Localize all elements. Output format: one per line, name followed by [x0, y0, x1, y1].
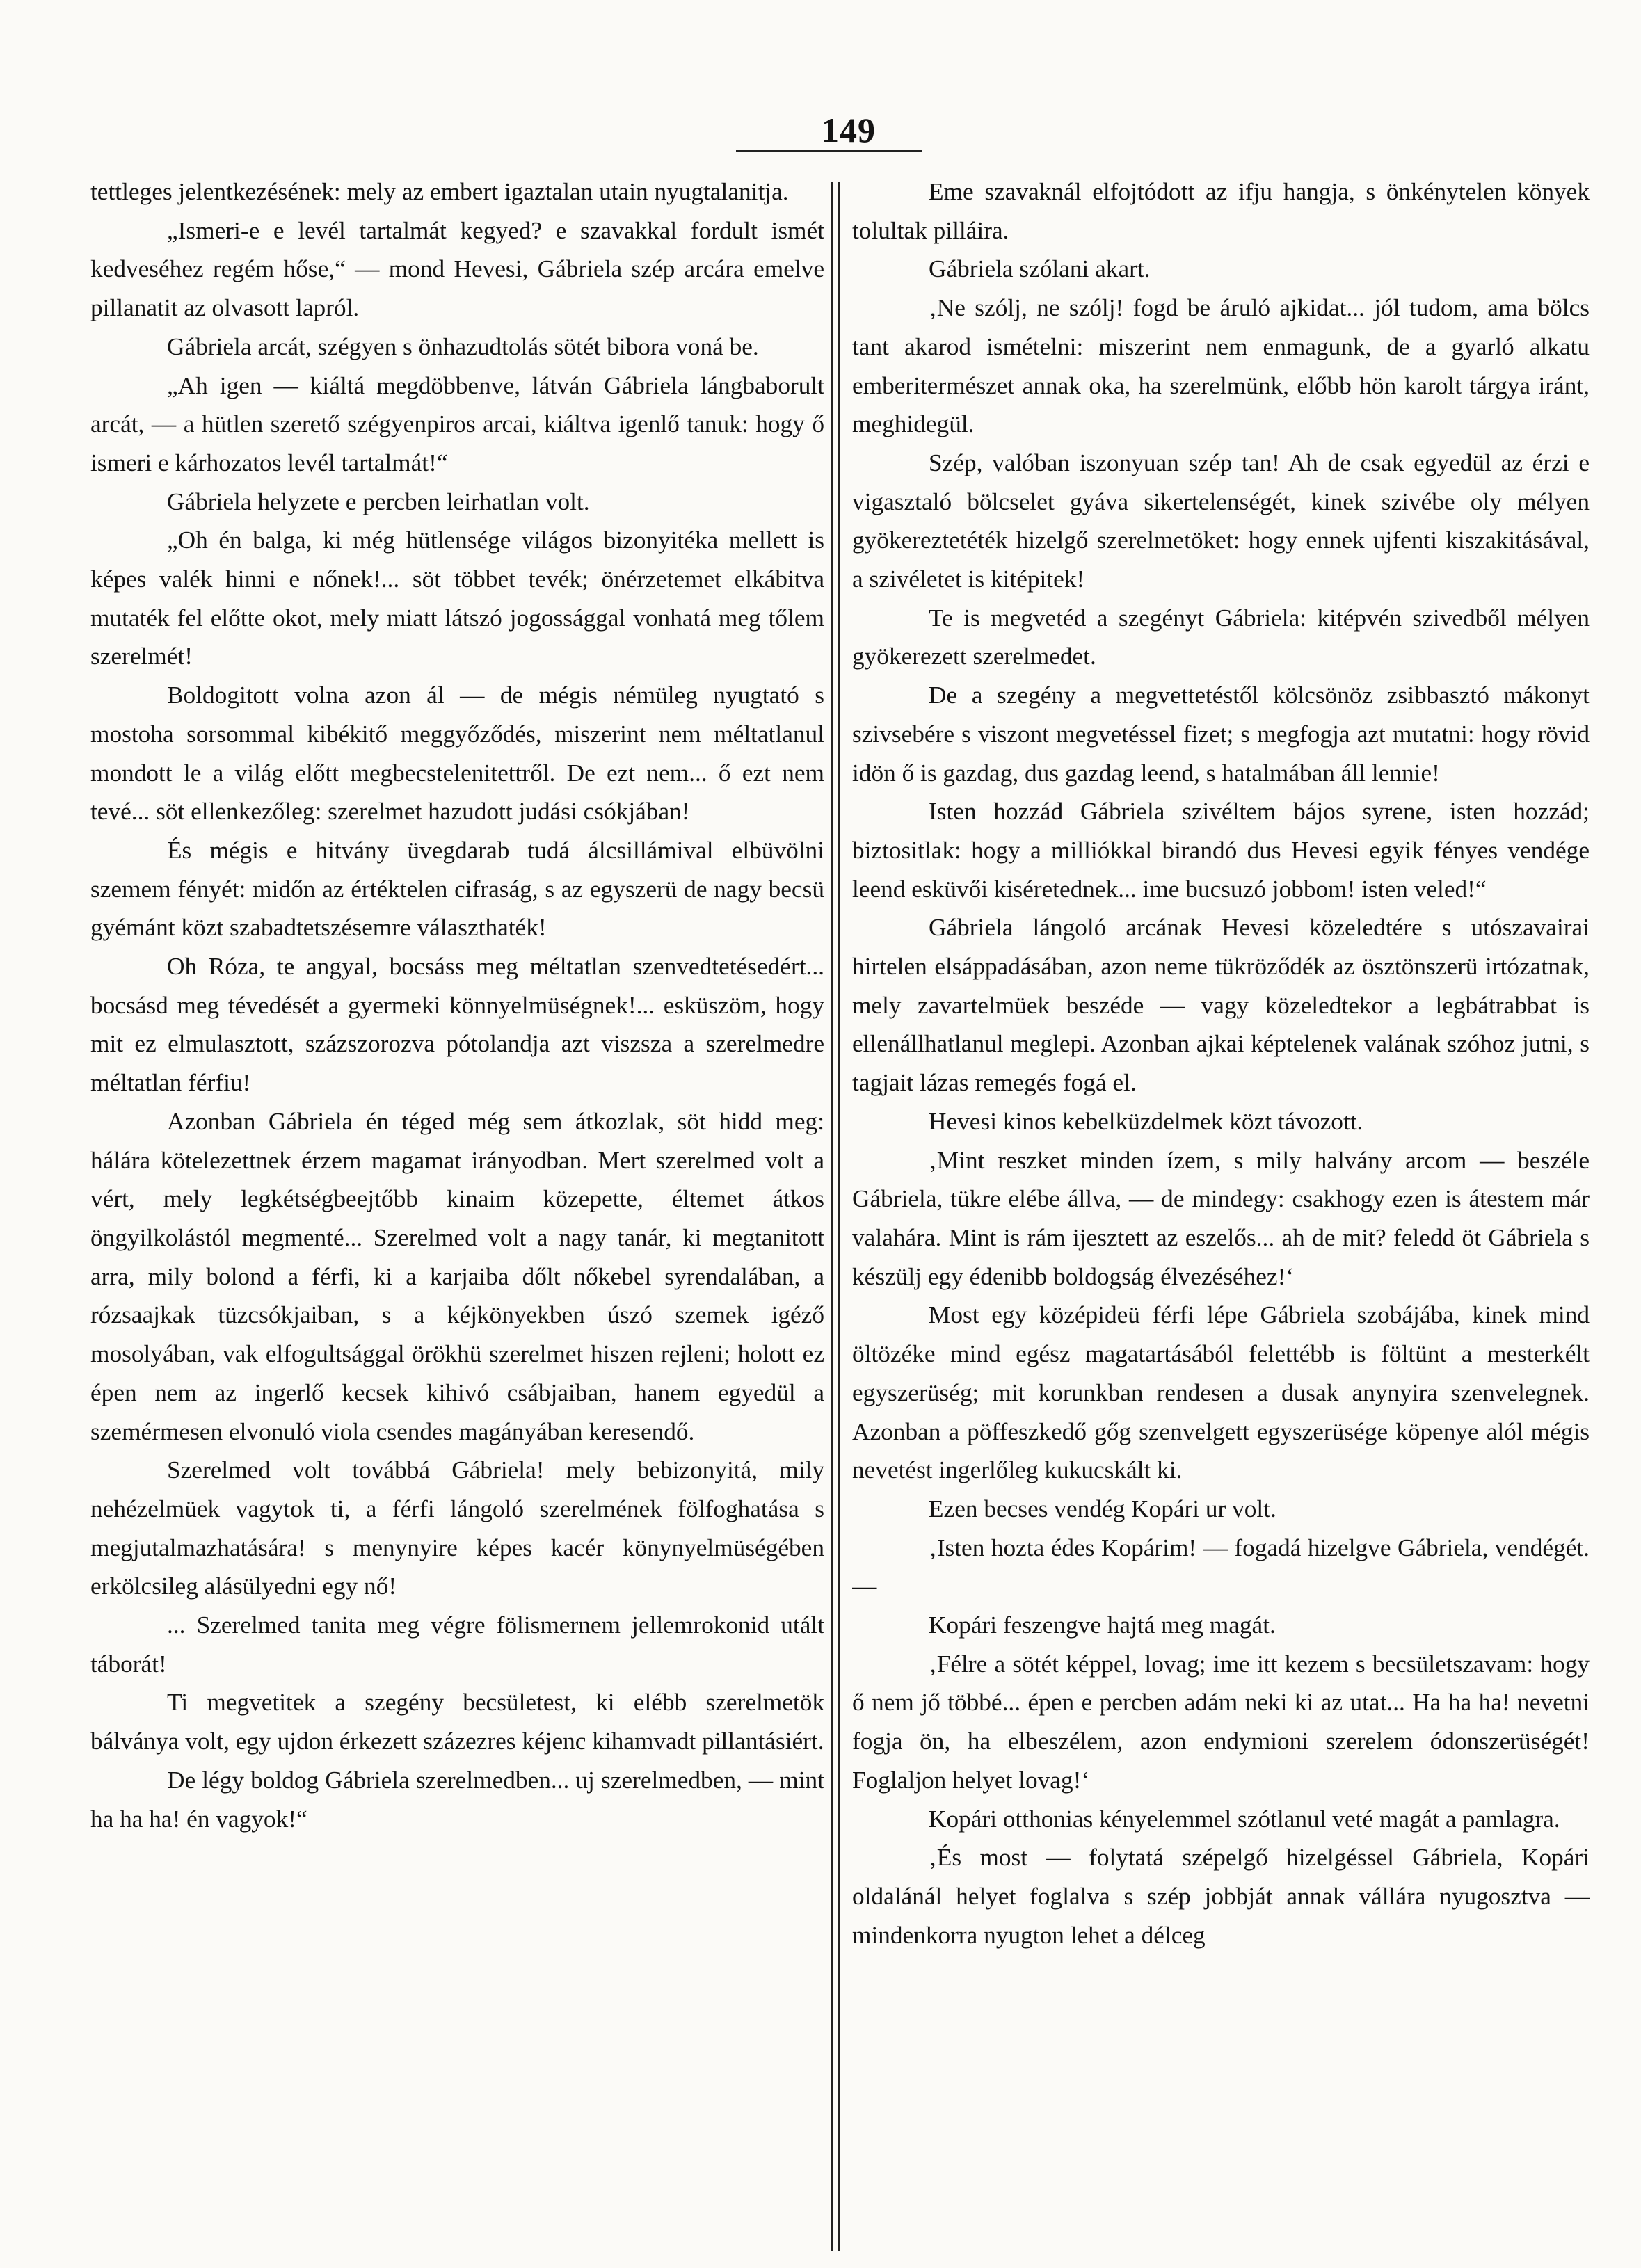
paragraph: Boldogitott volna azon ál — de mégis némüleg nyugtató s mostoha sorsommal kibékitő meggyőződés, miszerint nem méltatlanul mondott le a világ előtt megbecstelenitettről. De ezt nem... ő ezt nem tevé... söt ellenkezőleg: szerelmet hazudott judási csókjában! — [90, 682, 824, 826]
paragraph: Oh Róza, te angyal, bocsáss meg méltatlan szenvedtetésedért... bocsásd meg tévedését a gyermeki könnyelmüségnek!... esküszöm, hogy mit ez elmulasztott, százszorozva pótolandja azt viszsza a szerelmedre méltatlan férfiu! — [90, 953, 824, 1097]
paragraph: ‚Mint reszket minden ízem, s mily halvány arcom — beszéle Gábriela, tükre elébe állva, — de mindegy: csakhogy ezen is átestem már valahára. Mint is rám ijesztett az eszelős... ah de mit? feledd öt Gábriela s készülj egy édenibb boldogság élvezéséhez!‘ — [852, 1146, 1590, 1290]
paragraph: De légy boldog Gábriela szerelmedben... uj szerelmedben, — mint ha ha ha! én vagyok!“ — [90, 1766, 824, 1833]
paragraph: Isten hozzád Gábriela szivéltem bájos syrene, isten hozzád; biztositlak: hogy a milliókkal birandó dus Hevesi egyik fényes vendége leend esküvői kiséretednek... ime bucsuzó jobbom! isten veled!“ — [852, 798, 1590, 903]
paragraph: „Ah igen — kiáltá megdöbbenve, látván Gábriela lángbaborult arcát, — a hütlen szerető szégyenpiros arcai, kiáltva igenlő tanuk: hogy ő ismeri e kárhozatos levél tartalmát!“ — [90, 371, 824, 476]
paragraph: ‚Félre a sötét képpel, lovag; ime itt kezem s becsületszavam: hogy ő nem jő többé... épen e percben adám neki ki az utat... Ha ha ha! nevetni fogja ön, ha elbeszélem, azon endymioni szerelem ódonszerüségét! Foglaljon helyet lovag!‘ — [852, 1650, 1590, 1794]
paragraph: Ezen becses vendég Kopári ur volt. — [929, 1495, 1276, 1522]
right-column — [852, 172, 1590, 2249]
paragraph: ‚És most — folytatá szépelgő hizelgéssel Gábriela, Kopári oldalánál helyet foglalva s szép jobbját annak vállára nyugosztva — mindenkorra nyugton lehet a délceg — [852, 1844, 1590, 1949]
page-number: 149 — [822, 111, 876, 150]
paragraph: „Oh én balga, ki még hütlensége világos bizonyitéka mellett is képes valék hinni e nőnek!... söt többet tevék; önérzetemet elkábitva mutaték fel előtte okot, mely miatt látszó jogossággal vonhatá meg tőlem szerelmét! — [90, 526, 824, 670]
paragraph: De a szegény a megvettetéstől kölcsönöz zsibbasztó mákonyt szivsebére s viszont megvetéssel fizet; s megfogja azt mutatni: hogy rövid idön ő is gazdag, dus gazdag leend, s hatalmában áll lennie! — [852, 682, 1590, 787]
paragraph: Gábriela arcát, szégyen s önhazudtolás sötét bibora voná be. — [167, 332, 759, 360]
paragraph: „Ismeri-e e levél tartalmát kegyed? e szavakkal fordult ismét kedveséhez regém hőse,“ — mond Hevesi, Gábriela szép arcára emelve pillanatit az olvasott lapról. — [90, 216, 824, 322]
paragraph: Kopári feszengve hajtá meg magát. — [929, 1611, 1276, 1639]
header-rule — [736, 150, 922, 152]
paragraph: Ti megvetitek a szegény becsületest, ki elébb szerelmetök bálványa volt, egy ujdon érkezett százezres kéjenc kihamvadt pillantásiért. — [90, 1689, 824, 1755]
paragraph: Azonban Gábriela én téged még sem átkozlak, söt hidd meg: hálára kötelezettnek érzem magamat irányodban. Mert szerelmed volt a vért, mely legkétségbeejtőbb kinaim közepette, éltemet átkos öngyilkolástól megmenté... Szerelmed volt a nagy tanár, ki megtanitott arra, mily bolond a férfi, ki a karjaiba dőlt nőkebel syrendalában, a rózsaajkak tüzcsókjaiban, s a kéjkönyekben úszó szemek igéző mosolyában, vak elfogultsággal örökhü szerelmet hiszen rejleni; holott ez épen nem az ingerlő kecsek kihivó csábjaiban, hanem egyedül a szemérmesen elvonuló viola csendes magányában keresendő. — [90, 1107, 824, 1445]
paragraph: Szép, valóban iszonyuan szép tan! Ah de csak egyedül az érzi e vigasztaló bölcselet gyáva sikertelenségét, kinek szivébe oly mélyen gyökereztetéték hizelgő szerelmetöket: hogy ennek ujfenti kiszakitásával, a szivéletet is kitépitek! — [852, 449, 1590, 593]
paragraph: ‚Ne szólj, ne szólj! fogd be áruló ajkidat... jól tudom, ama bölcs tant akarod ismételni: miszerint nem enmagunk, de a gyarló alkatu emberitermészet annak oka, ha szerelmünk, előbb hön karolt tárgya iránt, meghidegül. — [852, 294, 1590, 438]
paragraph: Gábriela helyzete e percben leirhatlan volt. — [167, 488, 590, 515]
column-divider — [831, 182, 840, 2251]
paragraph: Te is megvetéd a szegényt Gábriela: kitépvén szivedből mélyen gyökerezett szerelmedet. — [852, 604, 1590, 670]
paragraph: Kopári otthonias kényelemmel szótlanul veté magát a pamlagra. — [929, 1805, 1560, 1833]
paragraph: Hevesi kinos kebelküzdelmek közt távozott. — [929, 1107, 1363, 1135]
paragraph: tettleges jelentkezésének: mely az embert igaztalan utain nyugtalanitja. — [90, 178, 789, 205]
paragraph: ‚Isten hozta édes Kopárim! — fogadá hizelgve Gábriela, vendégét. — — [852, 1534, 1590, 1600]
paragraph: Gábriela lángoló arcának Hevesi közeledtére s utószavairai hirtelen elsáppadásában, azon neme tükröződék az ösztönszerü irtózatnak, mely zavartelmüek beszéde — vagy közeledtekor a legbátrabbat is ellenállhatlanul meglepi. Azonban ajkai képtelenek valának szóhoz jutni, s tagjait lázas remegés fogá el. — [852, 914, 1590, 1097]
paragraph: ... Szerelmed tanita meg végre fölismernem jellemrokonid utált táborát! — [90, 1611, 824, 1678]
paragraph: Gábriela szólani akart. — [929, 255, 1151, 283]
paragraph: Eme szavaknál elfojtódott az ifju hangja, s önkénytelen könyek tolultak pilláira. — [852, 178, 1590, 244]
paragraph: Szerelmed volt továbbá Gábriela! mely bebizonyitá, mily nehézelmüek vagytok ti, a férfi lángoló szerelmének fölfoghatása s megjutalmazhatására! s menynyire képes kacér könynyelmüségében erkölcsileg alásülyedni egy nő! — [90, 1456, 824, 1600]
paragraph: És mégis e hitvány üvegdarab tudá álcsillámival elbüvölni szemem fényét: midőn az értéktelen cifraság, s az egyszerü de nagy becsü gyémánt közt szabadtetszésemre választhaték! — [90, 836, 824, 942]
paragraph: Most egy középideü férfi lépe Gábriela szobájába, kinek mind öltözéke mind egész magatartásából felettébb is föltünt a mesterkélt egyszerüség; mit korunkban rendesen a dusak anynyira szenvelegnek. Azonban a pöffeszkedő gőg szenvelgett egyszerüsége köpenye alól mégis nevetést ingerlőleg kukucskált ki. — [852, 1301, 1590, 1484]
left-column — [90, 172, 824, 2249]
